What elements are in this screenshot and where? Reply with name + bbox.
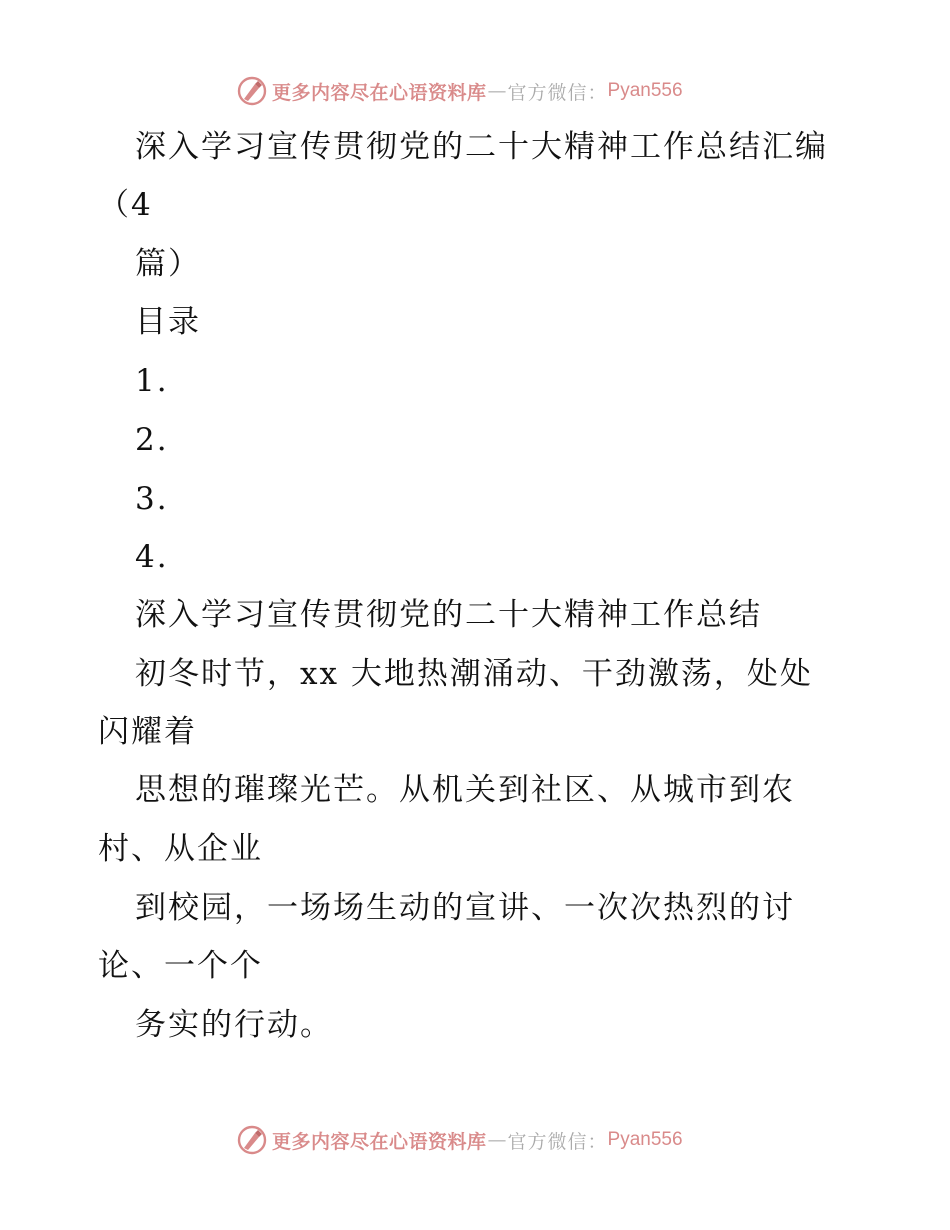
paragraph-line: 初冬时节，xx 大地热潮涌动、干劲激荡，处处 [135, 656, 813, 692]
paragraph-line: 村、从企业 [98, 831, 263, 867]
paragraph-line: 务实的行动。 [135, 1007, 333, 1043]
header-watermark [236, 74, 683, 108]
watermark-dash: — [487, 80, 507, 102]
watermark-main-text: 更多内容尽在心语资料库 [272, 1130, 487, 1153]
toc-item-1: 1. [135, 363, 169, 399]
paragraph-line: 思想的璀璨光芒。从机关到社区、从城市到农 [135, 772, 795, 808]
footer-watermark [236, 1123, 683, 1157]
watermark-sub-text: 官方微信： [507, 81, 608, 104]
watermark-wechat-id: Pyan556 [607, 1129, 683, 1150]
watermark-wechat-id: Pyan556 [607, 80, 683, 101]
document-title-line-3: 篇） [135, 246, 201, 282]
toc-item-3: 3. [135, 481, 169, 517]
watermark-dash: — [487, 1129, 507, 1151]
toc-heading: 目录 [135, 304, 201, 340]
paragraph-line: 论、一个个 [98, 948, 263, 984]
document-title-line-2: （4 [98, 187, 153, 223]
toc-item-4: 4. [135, 539, 169, 575]
watermark-sub-text: 官方微信： [507, 1130, 608, 1153]
pen-nib-logo-icon [236, 1124, 268, 1156]
document-title-line-1: 深入学习宣传贯彻党的二十大精神工作总结汇编 [135, 129, 828, 165]
pen-nib-logo-icon [236, 75, 268, 107]
paragraph-line: 到校园，一场场生动的宣讲、一次次热烈的讨 [135, 890, 795, 926]
paragraph-line: 闪耀着 [98, 714, 197, 750]
watermark-main-text: 更多内容尽在心语资料库 [272, 81, 487, 104]
toc-item-2: 2. [135, 422, 169, 458]
section-title: 深入学习宣传贯彻党的二十大精神工作总结 [135, 597, 762, 633]
